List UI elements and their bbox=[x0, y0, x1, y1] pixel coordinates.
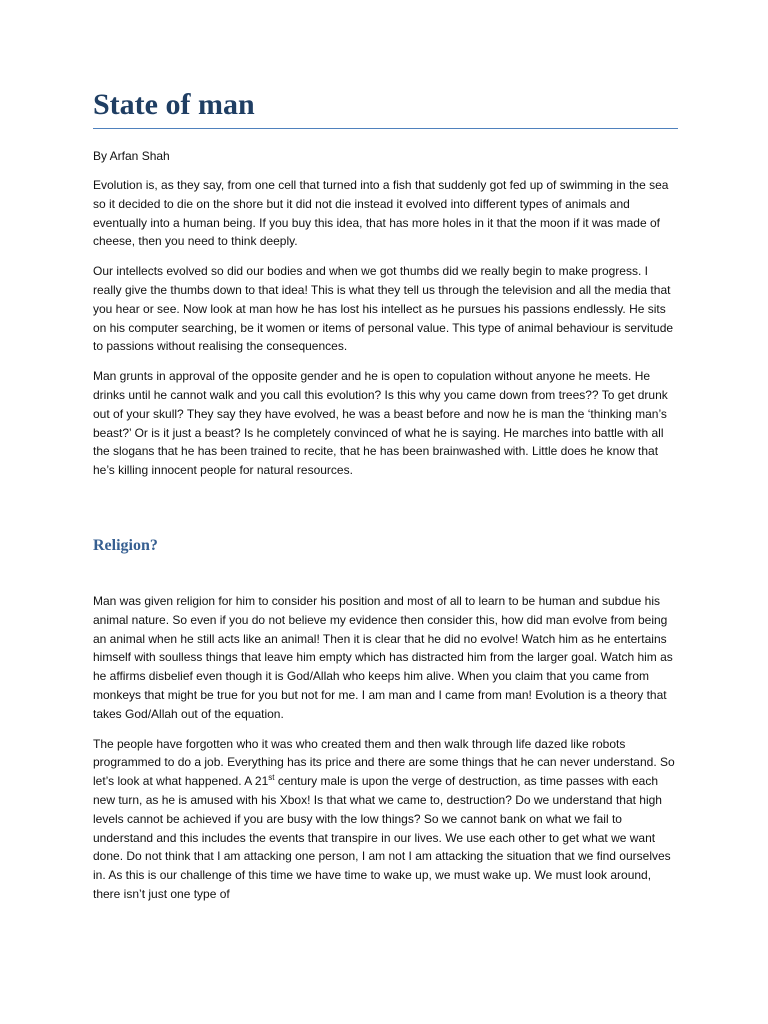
section-heading-religion: Religion? bbox=[93, 536, 158, 554]
document-page bbox=[93, 86, 678, 915]
document-title: State of man bbox=[93, 88, 255, 121]
paragraph-5-end: century male is upon the verge of destruction, as time passes with each new turn, as he is amused with his Xbox! Is that what we came to, destruction? Do we understand that high levels cannot be achieved if you are busy with the low things? So we cannot bank on what we fail to understand and this includes the events that transpire in our lives. We use each other to get what we want done. Do not think that I am attacking one person, I am not I am attacking the situation that we find ourselves in. As this is our challenge of this time we have time to wake up, we must wake up. We must look around, there isn’t just one type of bbox=[93, 774, 671, 901]
paragraph-4: Man was given religion for him to consider his position and most of all to learn to be human and subdue his animal nature. So even if you do not believe my evidence then consider this, how did man evolve from being an animal when he still acts like an animal! Then it is clear that he did no evolve! Watch him as he entertains himself with soulless things that leave him empty which has distracted him from the larger goal. Watch him as he affirms disbelief even though it is God/Allah who keeps him alive. When you claim that you came from monkeys that might be true for you but not for me. I am man and I came from man! Evolution is a theory that takes God/Allah out of the equation. bbox=[93, 593, 673, 721]
paragraph-3: Man grunts in approval of the opposite gender and he is open to copulation without anyone he meets. He drinks until he cannot walk and you call this evolution? Is this why you came down from trees?? To get drunk out of your skull? They say they have evolved, he was a beast before and now he is man the ‘thinking man’s beast?’ Or is it just a beast? Is he completely convinced of what he is saying. He marches into battle with all the slogans that he has been trained to recite, that he has been brainwashed with. Little does he know that he’s killing innocent people for natural resources. bbox=[93, 369, 668, 478]
author-byline: By Arfan Shah bbox=[93, 149, 170, 163]
paragraph-2: Our intellects evolved so did our bodies and when we got thumbs did we really begin to make progress. I really give the thumbs down to that idea! This is what they tell us through the television and all the media that you hear or see. Now look at man how he has lost his intellect as he pursues his passions endlessly. He sits on his computer searching, be it women or items of personal value. This type of animal behaviour is servitude to passions without realising the consequences. bbox=[93, 264, 674, 354]
ordinal-suffix: st bbox=[268, 773, 275, 783]
paragraph-5-start: The people have forgotten who it was who created them and then walk through life dazed like robots programmed to do a job. Everything has its price and there are some things that he can never understand. So let’s look at what happened. A 21 bbox=[93, 736, 675, 789]
paragraph-1: Evolution is, as they say, from one cell that turned into a fish that suddenly got fed up of swimming in the sea so it decided to die on the shore but it did not die instead it evolved into different types of animals and eventually into a human being. If you buy this idea, that has more holes in it that the moon if it was made of cheese, then you need to think deeply. bbox=[93, 178, 669, 249]
paragraph-5 bbox=[93, 735, 678, 904]
title-underline bbox=[93, 128, 678, 129]
